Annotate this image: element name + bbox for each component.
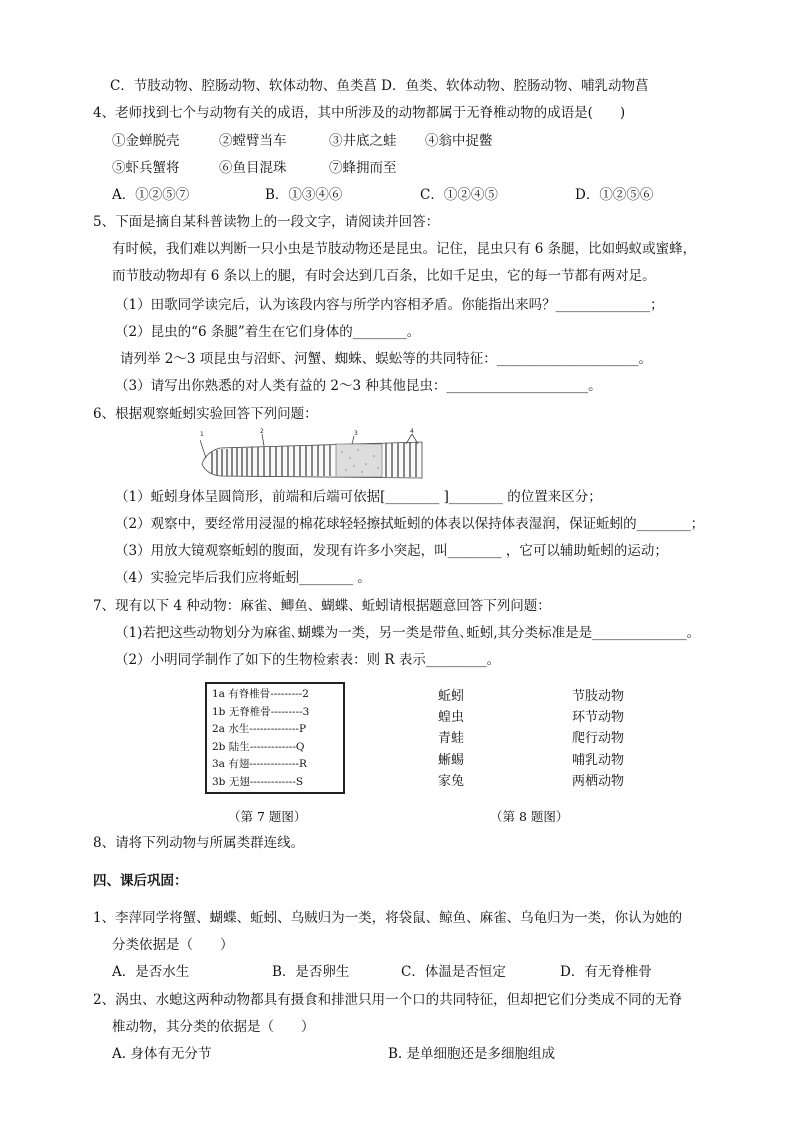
q4-idiom-5: ⑤虾兵蟹将 <box>112 160 180 176</box>
worm-label-4: 4 <box>410 428 414 435</box>
s4-q1-line-2: 分类依据是（ ） <box>112 937 234 953</box>
q7-sub-2: （2）小明同学制作了如下的生物检索表：则 R 表示_________。 <box>115 652 501 668</box>
q6-sub-2: （2）观察中，要经常用浸湿的棉花球轻轻擦拭蚯蚓的体表以保持体表湿润，保证蚯蚓的________； <box>115 516 705 532</box>
q8-animal-column <box>438 686 464 792</box>
classification-key-box <box>205 682 345 794</box>
q4-option-d: D．①②⑤⑥ <box>575 187 654 203</box>
q8-stem: 8、请将下列动物与所属类群连线。 <box>93 835 305 851</box>
q8-animal-5: 家兔 <box>438 773 465 789</box>
q5-sub-1: （1）田歌同学读完后，认为该段内容与所学内容相矛盾。你能指出来吗？______________； <box>115 297 664 313</box>
q5-passage-1: 有时候，我们难以判断一只小虫是节肢动物还是昆虫。记住，昆虫只有 6 条腿，比如蚂蚁或蜜蜂， <box>112 241 697 257</box>
key-row-3b: 3b 无翅-------------S <box>212 775 304 788</box>
q5-sub-3: （3）请写出你熟悉的对人类有益的 2～3 种其他昆虫：_____________________。 <box>115 378 602 394</box>
q4-idiom-3: ③井底之蛙 <box>329 133 397 149</box>
q6-sub-4: （4）实验完毕后我们应将蚯蚓________ 。 <box>115 570 371 586</box>
section-heading: 四、课后巩固： <box>93 873 188 889</box>
q4-idiom-4: ④翁中捉鳖 <box>425 133 493 149</box>
s4-q2-line-1: 2、涡虫、水螅这两种动物都具有摄食和排泄只用一个口的共同特征，但却把它们分类成不同的无脊 <box>93 992 683 1008</box>
q8-group-5: 两栖动物 <box>572 773 625 789</box>
s4-q1-option-d: D．有无脊椎骨 <box>560 964 652 980</box>
q8-figure-caption: （第 8 题图） <box>490 809 569 824</box>
s4-q2-option-a: A. 身体有无分节 <box>112 1046 212 1062</box>
q4-idiom-6: ⑥鱼目混珠 <box>219 160 287 176</box>
q8-group-1: 节肢动物 <box>572 689 625 704</box>
q8-animal-2: 蝗虫 <box>438 710 465 726</box>
earthworm-figure <box>200 428 428 482</box>
q4-idiom-1: ①金蝉脱壳 <box>112 133 180 149</box>
q4-idiom-2: ②螳臂当车 <box>219 133 287 149</box>
key-row-2a: 2a 水生--------------P <box>212 723 307 735</box>
worm-label-3: 3 <box>354 430 358 437</box>
q4-option-c: C．①②④⑤ <box>420 187 498 203</box>
key-row-3a: 3a 有翅--------------R <box>212 758 307 770</box>
q7-stem: 7、现有以下 4 种动物：麻雀、鲫鱼、蝴蝶、蚯蚓请根据题意回答下列问题： <box>93 598 551 614</box>
q8-animal-4: 蜥蜴 <box>438 752 465 768</box>
q6-sub-3: （3）用放大镜观察蚯蚓的腹面，发现有许多小突起，叫________ ，它可以辅助蚯蚓的运动； <box>115 543 668 559</box>
s4-q1-line-1: 1、李萍同学将蟹、蝴蝶、蚯蚓、乌贼归为一类，将袋鼠、鲸鱼、麻雀、乌龟归为一类，你认为她的 <box>93 910 683 926</box>
q8-group-2: 环节动物 <box>572 710 625 726</box>
q5-sub-2: （2）昆虫的“6 条腿”着生在它们身体的________。 <box>115 324 421 340</box>
q4-stem: 4、老师找到七个与动物有关的成语，其中所涉及的动物都属于无脊椎动物的成语是( ) <box>93 105 626 121</box>
q4-option-a: A．①②⑤⑦ <box>112 187 190 203</box>
q6-sub-1: （1）蚯蚓身体呈圆筒形，前端和后端可依据[________ ]________ 的位置来区分； <box>115 489 602 505</box>
q3-options-cd: C．节肢动物、腔肠动物、软体动物、鱼类菖 D．鱼类、软体动物、腔肠动物、哺乳动物菖 <box>110 78 649 94</box>
q8-animal-3: 青蛙 <box>438 731 465 747</box>
q5-passage-2: 而节肢动物却有 6 条以上的腿，有时会达到几百条，比如千足虫，它的每一节都有两对足。 <box>112 268 656 284</box>
key-row-2b: 2b 陆生-------------Q <box>212 740 305 753</box>
s4-q2-option-b: B. 是单细胞还是多细胞组成 <box>388 1046 556 1062</box>
q6-stem: 6、根据观察蚯蚓实验回答下列问题： <box>93 406 318 422</box>
s4-q1-option-a: A．是否水生 <box>112 964 190 980</box>
worm-label-2: 2 <box>260 428 264 435</box>
q7-sub-1: （1)若把这些动物划分为麻雀､蝴蝶为一类，另一类是带鱼､蚯蚓,其分类标准是是______________。 <box>115 625 701 641</box>
q8-group-4: 哺乳动物 <box>572 752 625 768</box>
q5-sub-2b: 请列举 2～3 项昆虫与沼虾、河蟹、蜘蛛、蜈蚣等的共同特征：_____________________。 <box>120 351 653 367</box>
q8-group-column <box>572 686 624 792</box>
q7-figure-caption: （第 7 题图） <box>228 809 307 824</box>
worm-label-1: 1 <box>200 431 204 438</box>
s4-q2-line-2: 椎动物，其分类的依据是（ ） <box>112 1019 315 1035</box>
s4-q1-option-b: B．是否卵生 <box>272 964 350 980</box>
q4-idiom-7: ⑦蜂拥而至 <box>329 160 397 176</box>
q8-group-3: 爬行动物 <box>572 731 625 747</box>
q8-animal-1: 蚯蚓 <box>438 689 465 704</box>
q5-stem: 5、下面是摘自某科普读物上的一段文字，请阅读并回答： <box>93 214 440 230</box>
s4-q1-option-c: C．体温是否恒定 <box>401 964 506 980</box>
q4-option-b: B．①③④⑥ <box>265 187 343 203</box>
key-row-1b: 1b 无脊椎骨---------3 <box>212 705 310 718</box>
key-row-1a: 1a 有脊椎骨---------2 <box>212 688 309 700</box>
